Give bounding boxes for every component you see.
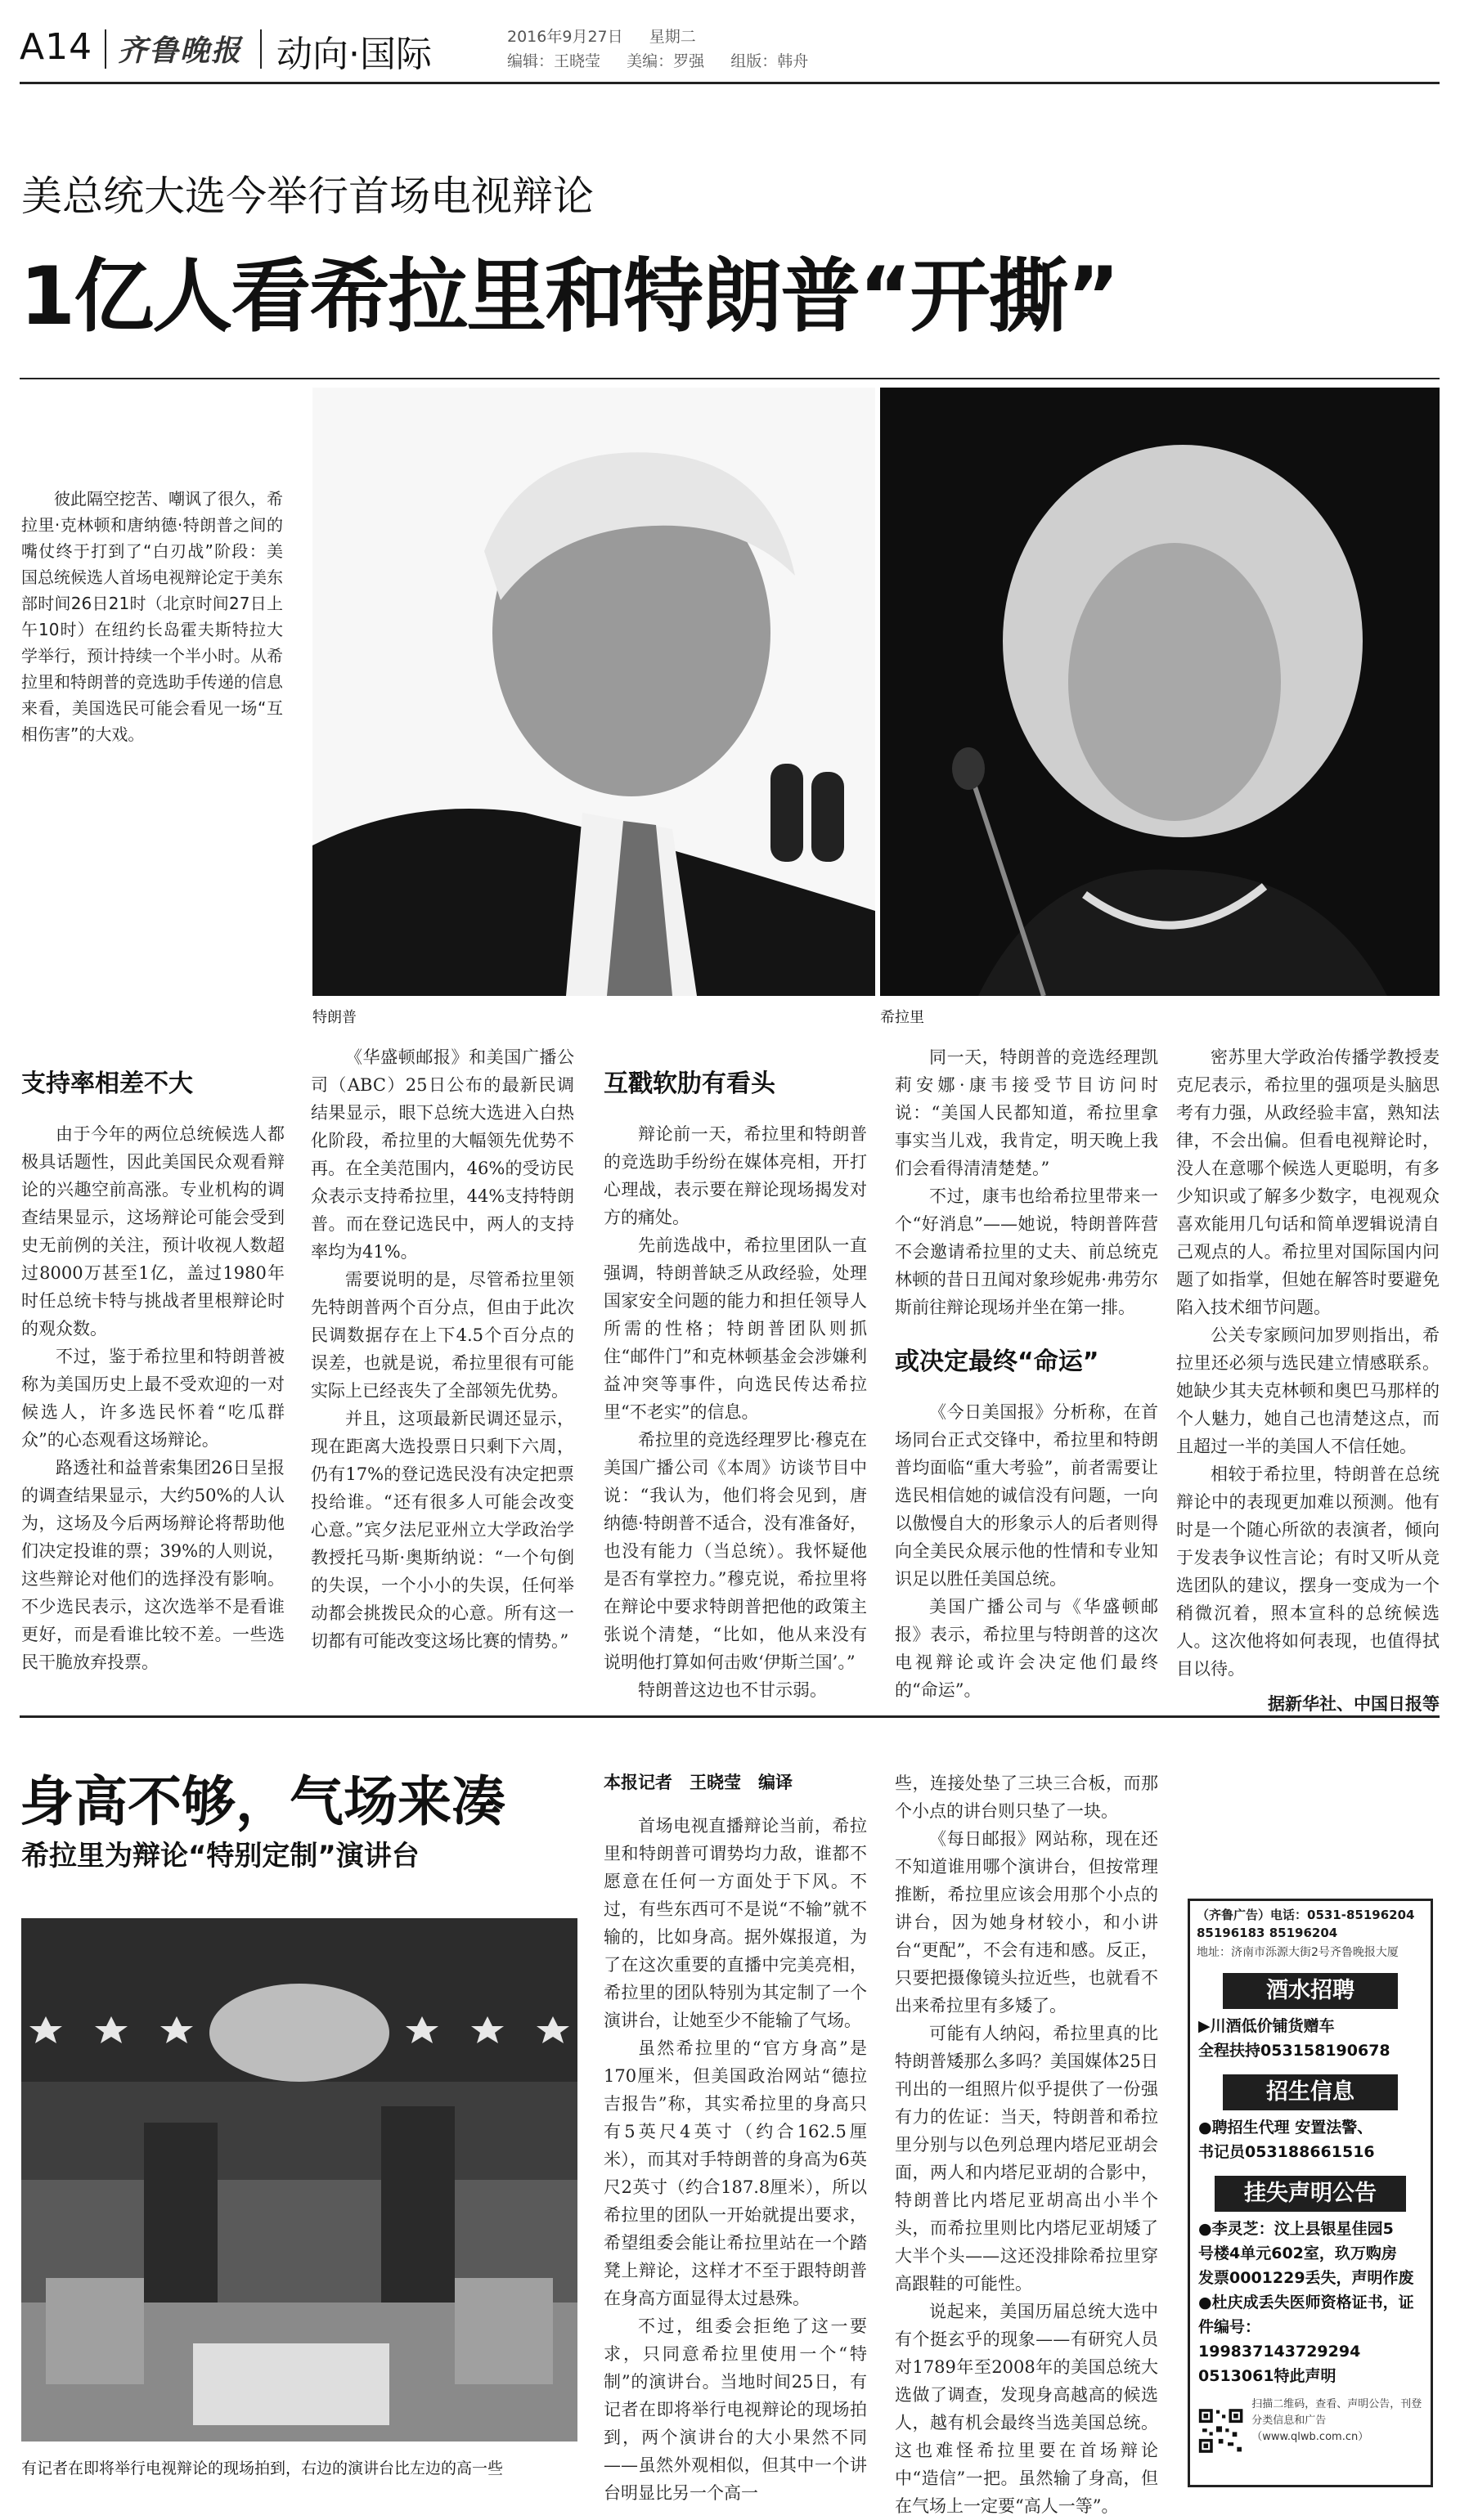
ad-phone: （齐鲁广告）电话：0531-85196204 85196183 85196204 [1197, 1908, 1415, 1940]
paragraph: 《华盛顿邮报》和美国广播公司（ABC）25日公布的最新民调结果显示，眼下总统大选进入白热化阶段，希拉里的大幅领先优势不再。在全美范围内，46%的受访民众表示支持希拉里，44%支持特朗普。而在登记选民中，两人的支持率均为41%。 [311, 1047, 574, 1262]
paragraph: 《今日美国报》分析称，在首场同台正式交锋中，希拉里和特朗普均面临“重大考验”，前者需要让选民相信她的诚信没有问题，一向以傲慢自大的形象示人的后者则得向全美民众展示他的性情和专业知识足以胜任美国总统。 [895, 1402, 1158, 1589]
paragraph: 密苏里大学政治传播学教授麦克尼表示，希拉里的强项是头脑思考有力强，从政经验丰富，熟知法律，不会出偏。但看电视辩论时，没人在意哪个候选人更聪明，有多少知识或了解多少数字，电视观众喜欢能用几句话和简单逻辑说清自己观点的人。希拉里对国际国内问题了如指掌，但她在解答时要避免陷入技术细节问题。 [1176, 1047, 1440, 1317]
paragraph: 由于今年的两位总统候选人都极具话题性，因此美国民众观看辩论的兴趣空前高涨。专业机构的调查结果显示，这场辩论可能会受到史无前例的关注，预计收视人数超过8000万甚至1亿，盖过1980年时任总统卡特与挑战者里根辩论时的观众数。 [21, 1124, 285, 1338]
ad-address: 地址：济南市泺源大街2号齐鲁晚报大厦 [1197, 1946, 1399, 1959]
issue-date [507, 25, 696, 47]
masthead-rule [20, 82, 1440, 84]
clinton-photo [880, 388, 1440, 996]
column-4-text [895, 1043, 1158, 1321]
paragraph: 虽然希拉里的“官方身高”是170厘米，但美国政治网站“德拉吉报告”称，其实希拉里的身高只有5英尺4英寸（约合162.5厘米），而其对手特朗普的身高为6英尺2英寸（约合187.8厘米），所以希拉里的团队一开始就提出要求，希望组委会能让希拉里站在一个踏凳上辩论，这样才不至于跟特朗普在身高方面显得太过悬殊。 [604, 2038, 867, 2308]
paragraph: 首场电视直播辩论当前，希拉里和特朗普可谓势均力敌，谁都不愿意在任何一方面处于下风。不过，有些东西可不是说“不输”就不输的，比如身高。据外媒报道，为了在这次重要的直播中完美亮相，希拉里的团队特别为其定制了一个演讲台，让她至少不能输了气场。 [604, 1816, 867, 2030]
lead-intro [21, 486, 283, 747]
paragraph: 并且，这项最新民调还显示，现在距离大选投票日只剩下六周，仍有17%的登记选民没有决定把票投给谁。“还有很多人可能会改变心意。”宾夕法尼亚州立大学政治学教授托马斯·奥斯纳说：“一个句倒的失误，一个小小的失误，任何举动都会挑拨民众的心意。所有这一切都有可能改变这场比赛的情势。” [311, 1409, 574, 1651]
column-1-text [21, 1120, 285, 1676]
paragraph: 辩论前一天，希拉里和特朗普的竞选助手纷纷在媒体亮相，开打心理战，表示要在辩论现场揭发对方的痛处。 [604, 1124, 867, 1227]
kicker-headline: 美总统大选今举行首场电视辩论 [21, 173, 594, 220]
ad-wine-body [1190, 2014, 1431, 2063]
paragraph: 希拉里的竞选经理罗比·穆克在美国广播公司《本周》访谈节目中说：“我认为，他们将会见到，唐纳德·特朗普不适合，没有准备好，也没有能力（当总统）。我怀疑他是否有掌控力。”穆克说，希拉里将在辩论中要求特朗普把他的政策主张说个清楚，“比如，他从来没有说明他打算如何击败‘伊斯兰国’。” [604, 1430, 867, 1672]
headline-rule [20, 378, 1440, 379]
paragraph: 路透社和益普索集团26日呈报的调查结果显示，大约50%的人认为，这场及今后两场辩论将帮助他们决定投谁的票；39%的人则说，这些辩论对他们的选择没有影响。不少选民表示，这次选举不是看谁更好，而是看谁比较不差。一些选民干脆放弃投票。 [21, 1458, 285, 1672]
clinton-portrait-image [880, 388, 1440, 996]
ad-qr-block [1190, 2388, 1431, 2465]
column-3-text [604, 1120, 867, 1704]
paragraph: 相较于希拉里，特朗普在总统辩论中的表现更加难以预测。他有时是一个随心所欲的表演者，倾向于发表争议性言论；有时又听从竞选团队的建议，摆身一变成为一个稍微沉着，照本宣科的总统候选人。这次他将如何表现，也值得拭目以待。 [1176, 1464, 1440, 1679]
paragraph: 特朗普这边也不甘示弱。 [638, 1680, 827, 1700]
weekday-text: 星期二 [649, 28, 696, 46]
qr-text [1251, 2397, 1424, 2446]
paragraph: 不过，组委会拒绝了这一要求，只同意希拉里使用一个“特制”的演讲台。当地时间25日，有记者在即将举行电视辩论的现场拍到，两个演讲台的大小果然不同——虽然外观相似，但其中一个讲台明显比另一个高一 [604, 2316, 867, 2503]
trump-caption: 特朗普 [312, 1009, 357, 1026]
ad-lost-notice-body [1190, 2217, 1431, 2388]
second-column-1 [604, 1812, 867, 2507]
qr-site[interactable]: （www.qlwb.com.cn） [1251, 2431, 1369, 2443]
ad-line: 发票0001229丢失，声明作废 [1198, 2269, 1414, 2287]
paragraph: 不过，鉴于希拉里和特朗普被称为美国历史上最不受欢迎的一对候选人，许多选民怀着“吃瓜群众”的心态观看这场辩论。 [21, 1347, 285, 1450]
column-4b-text [895, 1398, 1158, 1704]
trump-portrait-image [312, 388, 875, 996]
editor: 编辑：王晓莹 [507, 52, 601, 70]
podium-photo [21, 1918, 577, 2442]
subhead-fate: 或决定最终“命运” [895, 1347, 1099, 1376]
ad-line: ●聘招生代理 安置法警、 [1198, 2119, 1373, 2137]
byline: 本报记者 王晓莹 编译 [604, 1773, 793, 1792]
column-5 [1176, 1043, 1440, 1715]
column-3 [604, 1060, 867, 1704]
classified-ads [1188, 1899, 1433, 2487]
paper-logo: 齐鲁晚报 [118, 34, 243, 68]
ad-line: 书记员053188661516 [1198, 2143, 1375, 2161]
second-subheadline: 希拉里为辩论“特别定制”演讲台 [21, 1840, 420, 1872]
paragraph: 先前选战中，希拉里团队一直强调，特朗普缺乏从政经验，处理国家安全问题的能力和担任领导人所需的性格；特朗普团队则抓住“邮件门”和克林顿基金会涉嫌利益冲突等事件，向选民传达希拉里“不老实”的信息。 [604, 1235, 867, 1422]
paragraph: 说起来，美国历届总统大选中有个挺玄乎的现象——有研究人员对1789年至2008年的美国总统大选做了调查，发现身高越高的候选人，越有机会最终当选美国总统。这也难怪希拉里要在首场辩论中“造信”一把。虽然输了身高，但在气场上一定要“高人一等”。 [895, 2302, 1158, 2516]
section-divider [20, 1715, 1440, 1718]
ad-line: ●杜庆成丢失医师资格证书，证 [1198, 2294, 1414, 2311]
paragraph: 《每日邮报》网站称，现在还不知道谁用哪个演讲台，但按常理推断，希拉里应该会用那个小点的讲台，因为她身材较小，和小讲台“更配”，不会有违和感。反正，只要把摄像镜头拉近些，也就看不出来希拉里有多矮了。 [895, 1829, 1158, 2016]
paragraph: 同一天，特朗普的竞选经理凯莉安娜·康韦接受节目访问时说：“美国人民都知道，希拉里拿事实当儿戏，我肯定，明天晚上我们会看得清清楚楚。” [895, 1047, 1158, 1178]
debate-stage-image [21, 1918, 577, 2442]
ad-section-lost-notice: 挂失声明公告 [1215, 2176, 1406, 2212]
intro-paragraph: 彼此隔空挖苦、嘲讽了很久，希拉里·克林顿和唐纳德·特朗普之间的嘴仗终于打到了“白刃战”阶段：美国总统候选人首场电视辩论定于美东部时间26日21时（北京时间27日上午10时）在纽约长岛霍夫斯特拉大学举行，预计持续一个半小时。从希拉里和特朗普的竞选助手传递的信息来看，美国选民可能会看见一场“互相伤害”的大戏。 [21, 489, 283, 744]
paragraph: 需要说明的是，尽管希拉里领先特朗普两个百分点，但由于此次民调数据存在上下4.5个百分点的误差，也就是说，希拉里很有可能实际上已经丧失了全部领先优势。 [311, 1270, 574, 1401]
date-text: 2016年9月27日 [507, 28, 623, 46]
ad-section-enrollment: 招生信息 [1223, 2074, 1398, 2110]
column-5-text [1176, 1043, 1440, 1683]
ad-line: 号楼4单元602室，玖万购房 [1198, 2244, 1397, 2262]
paragraph: 些，连接处垫了三块三合板，而那个小点的讲台则只垫了一块。 [895, 1773, 1158, 1821]
ad-line: ▶川酒低价铺货赠车 [1198, 2017, 1335, 2035]
paragraph: 美国广播公司与《华盛顿邮报》表示，希拉里与特朗普的这次电视辩论或许会决定他们最终的“命运”。 [895, 1597, 1158, 1700]
qr-code-icon[interactable] [1197, 2397, 1245, 2465]
page-number: A14 [20, 26, 93, 68]
paragraph: 可能有人纳闷，希拉里真的比特朗普矮那么多吗？美国媒体25日刊出的一组照片似乎提供了一份强有力的佐证：当天，特朗普和希拉里分别与以色列总理内塔尼亚胡会面，两人和内塔尼亚胡的合影中，特朗普比内塔尼亚胡高出小半个头，而希拉里则比内塔尼亚胡矮了大半个头——这还没排除希拉里穿高跟鞋的可能性。 [895, 2024, 1158, 2294]
news-source: 据新华社、中国日报等 [1268, 1694, 1440, 1714]
ad-enrollment-body [1190, 2115, 1431, 2164]
layout-editor: 组版：韩舟 [730, 52, 809, 70]
editor-credits [507, 49, 808, 71]
section-title: 动向·国际 [276, 34, 432, 75]
clinton-caption: 希拉里 [880, 1009, 924, 1026]
column-4 [895, 1043, 1158, 1704]
ad-line: ●李灵芝：汶上县银星佳园5 [1198, 2220, 1394, 2238]
art-editor: 美编：罗强 [627, 52, 705, 70]
main-headline: 1亿人看希拉里和特朗普“开撕” [20, 250, 1119, 343]
ad-section-wine: 酒水招聘 [1223, 1973, 1398, 2009]
paragraph: 公关专家顾问加罗则指出，希拉里还必须与选民建立情感联系。她缺少其夫克林顿和奥巴马那样的个人魅力，她自己也清楚这点，而且超过一半的美国人不信任她。 [1176, 1325, 1440, 1456]
podium-photo-caption: 有记者在即将举行电视辩论的现场拍到，右边的演讲台比左边的高一些 [21, 2459, 504, 2477]
ad-line: 全程扶持053158190678 [1198, 2042, 1390, 2060]
second-column-2 [895, 1769, 1158, 2520]
column-2 [311, 1043, 574, 1655]
second-headline: 身高不够，气场来凑 [20, 1770, 505, 1833]
ad-line: 0513061特此声明 [1198, 2367, 1336, 2385]
ad-line: 件编号：199837143729294 [1198, 2318, 1361, 2361]
subhead-support-rate: 支持率相差不大 [21, 1069, 193, 1098]
masthead-divider [260, 29, 262, 69]
paragraph: 不过，康韦也给希拉里带来一个“好消息”——她说，特朗普阵营不会邀请希拉里的丈夫、前总统克林顿的昔日丑闻对象珍妮弗·弗劳尔斯前往辩论现场并坐在第一排。 [895, 1186, 1158, 1317]
qr-note: 扫描二维码，查看、声明公告，刊登分类信息和广告 [1251, 2398, 1422, 2427]
column-1 [21, 1060, 285, 1676]
masthead-divider [105, 29, 106, 69]
subhead-weak-spots: 互戳软肋有看头 [604, 1069, 775, 1098]
trump-photo [312, 388, 875, 996]
